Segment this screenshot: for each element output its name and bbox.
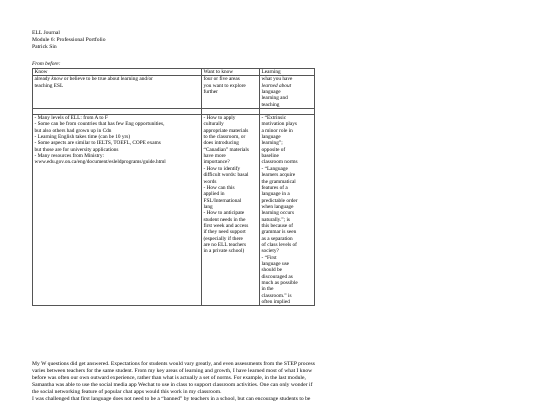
cell-want-content: - How to apply culturally appropriate materials to the classroom, or does introducing “Canadian” materials have more importance? - How to identify difficult words: basal words - How can this applied in FSL/International lang - How to anticipate student needs in the first week and access if they need support (especially if there are no ELL teachers in a private school) xyxy=(202,115,260,306)
module-title: Module 6: Professional Portfolio xyxy=(32,37,106,43)
table-row-instructions xyxy=(33,76,315,109)
cell-want-instructions: four or five areas you want to explore further xyxy=(202,76,260,109)
header-know: Know xyxy=(33,69,202,76)
reflection-paragraph xyxy=(32,361,508,404)
paragraph-line: My W questions did get answered. Expectations for students would vary greatly, and even assessments from the STEP process xyxy=(32,361,315,367)
table-row-content xyxy=(33,115,315,306)
cell-learn-content: - “Extrinsic motivation plays a minor role in language learning”; opposite of baseline classroom norms - “Language learners acquire the grammatical features of a language in a predictable order when language learning occurs naturally.”; is this because of grammar is seen as a separation of class levels of society? - “First language use should be discouraged as much as possible in the classroom.” is often implied xyxy=(260,115,315,306)
paragraph-line: varies between teachers for the same student. From my key areas of learning and growth, I have learned most of what I know xyxy=(32,368,313,375)
author-name: Patrick Sin xyxy=(32,44,57,50)
cell-learn-instructions: what you have learned about language learning and teaching xyxy=(260,76,315,109)
table-header-row xyxy=(33,69,315,76)
cell-know-instructions: already know or believe to be true about learning and/or teaching ESL xyxy=(33,76,202,109)
header-want-to-know: Want to know xyxy=(202,69,260,76)
cell-know-content: - Many levels of ELL: from A to F - Some can be from countries that has few Eng opportunities, but also others had grown up in Cdn - Learning English takes time (can be 10 yrs) - Some aspects are similar to IELTS, TOEFL, COPE exams but those are for university applications - Many resources from Ministry: www.edu.gov.on.ca/eng/document/esleldprograms/guide.html xyxy=(33,115,202,306)
kwl-table xyxy=(32,68,315,306)
paragraph-line: before was often our own outward experience, rather than what is actually a set of norms. For example, in the last module, xyxy=(32,375,306,382)
journal-title: ELL Journal xyxy=(32,30,60,36)
paragraph-line: the social networking feature of popular chat apps would this work in my classroom. xyxy=(32,389,222,396)
paragraph-line: I was challenged that first language does not need to be a “banned” by teachers in a school, but can encourage students to be xyxy=(32,396,311,403)
header-learning: Learning xyxy=(260,69,315,76)
paragraph-line: Samantha was able to use the social media app Wechat to use in class to support classroom activities. One can only wonder if xyxy=(32,382,313,389)
from-before-label: From before: xyxy=(32,61,61,67)
